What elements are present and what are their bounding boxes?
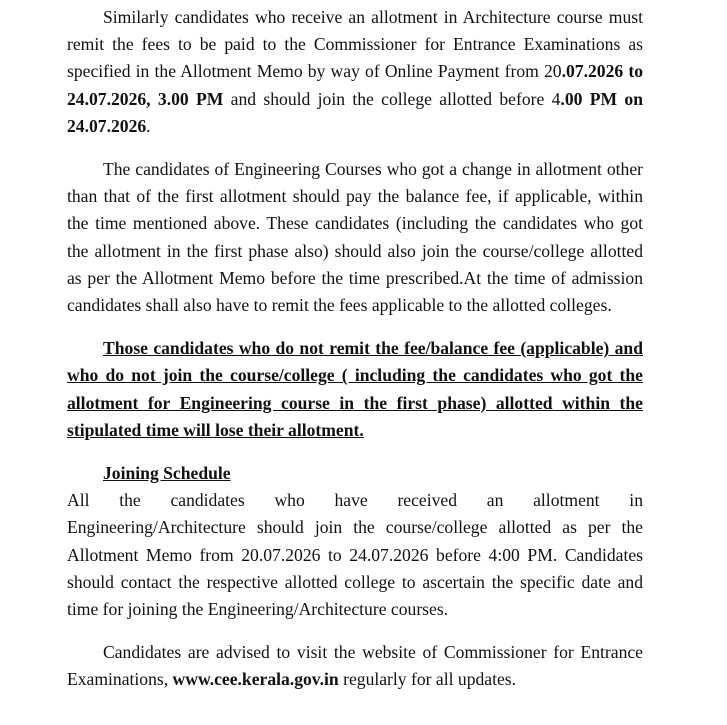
lose-allotment-warning: Those candidates who do not remit the fee/balance fee (applicable) and who do not join the course/college ( including the candidates who got the allotment for Engineering course in the first phase) allotted within the stipulated time will lose their allotment. bbox=[67, 338, 643, 440]
joining-schedule-first-line: All the candidates who have received an allotment in bbox=[67, 490, 643, 511]
document-page bbox=[67, 4, 643, 694]
website-advice-paragraph: Candidates are advised to visit the website of Commissioner for Entrance Examinations, www.cee.kerala.gov.in regularly for all updates. bbox=[67, 642, 643, 690]
join-deadline: .00 PM on 24.07.2026 bbox=[67, 88, 643, 136]
website-link[interactable]: www.cee.kerala.gov.in bbox=[172, 669, 339, 690]
engineering-change-paragraph: The candidates of Engineering Courses who got a change in allotment other than that of the first allotment should pay the balance fee, if applicable, within the time mentioned above. These candidates (including the candidates who got the allotment in the first phase also) should also join the course/college allotted as per the Allotment Memo before the time prescribed.At the time of admission candidates shall also have to remit the fees applicable to the allotted colleges. bbox=[67, 159, 643, 316]
architecture-fee-paragraph: Similarly candidates who receive an allotment in Architecture course must remit the fees to be paid to the Commissioner for Entrance Examinations as specified in the Allotment Memo by way of Online Payment from 20.07.2026 to 24.07.2026, 3.00 PM and should join the college allotted before 4.00 PM on 24.07.2026. bbox=[67, 7, 643, 136]
joining-schedule-paragraph: Engineering/Architecture should join the course/college allotted as per the Allotment Memo from 20.07.2026 to 24.07.2026 before 4:00 PM. Candidates should contact the respective allotted college to ascertain the specific date and time for joining the Engineering/Architecture courses. bbox=[67, 517, 643, 620]
joining-schedule-heading: Joining Schedule bbox=[103, 463, 231, 484]
payment-deadline: .07.2026 to 24.07.2026, 3.00 PM bbox=[67, 61, 643, 109]
